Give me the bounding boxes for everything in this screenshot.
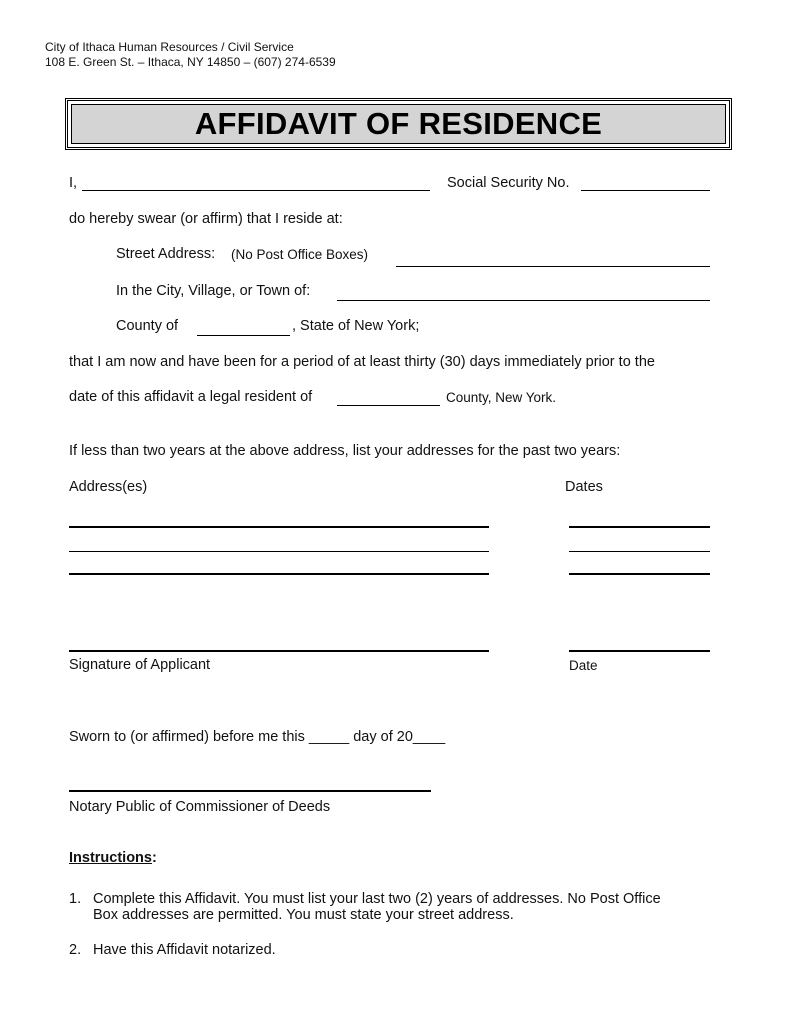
notary-label: Notary Public of Commissioner of Deeds bbox=[69, 799, 331, 815]
ssn-label: Social Security No. bbox=[447, 175, 570, 191]
address-field-1[interactable] bbox=[69, 526, 489, 528]
city-label: In the City, Village, or Town of: bbox=[116, 283, 311, 299]
address-field-3[interactable] bbox=[69, 573, 489, 575]
county-field[interactable] bbox=[197, 335, 290, 336]
county-label: County of bbox=[116, 318, 179, 334]
city-field[interactable] bbox=[337, 300, 710, 301]
street-note: (No Post Office Boxes) bbox=[231, 247, 369, 262]
title-panel bbox=[71, 104, 726, 144]
signature-field[interactable] bbox=[69, 650, 489, 652]
instruction-2-number: 2. bbox=[69, 942, 82, 958]
sworn-text: Sworn to (or affirmed) before me this _____ day of 20____ bbox=[69, 729, 446, 745]
date-field-2[interactable] bbox=[569, 551, 710, 552]
i-label: I, bbox=[69, 175, 78, 191]
instructions-heading-text: Instructions bbox=[69, 850, 152, 866]
date-label: Date bbox=[569, 658, 598, 673]
state-text: , State of New York; bbox=[292, 318, 420, 334]
instructions-colon: : bbox=[151, 850, 157, 866]
signature-label: Signature of Applicant bbox=[69, 657, 211, 673]
notary-signature-field[interactable] bbox=[69, 790, 431, 792]
org-name: City of Ithaca Human Resources / Civil Service bbox=[45, 40, 294, 54]
period-text: that I am now and have been for a period of at least thirty (30) days immediately prior to the bbox=[69, 354, 655, 370]
less-than-text: If less than two years at the above address, list your addresses for the past two years: bbox=[69, 443, 621, 459]
instruction-1-number: 1. bbox=[69, 891, 82, 907]
instructions-heading bbox=[69, 850, 157, 866]
org-address: 108 E. Green St. – Ithaca, NY 14850 – (607) 274-6539 bbox=[45, 55, 336, 69]
addresses-label: Address(es) bbox=[69, 479, 148, 495]
dates-label: Dates bbox=[565, 479, 603, 495]
page-title: AFFIDAVIT OF RESIDENCE bbox=[194, 106, 603, 141]
instruction-1-line-2: Box addresses are permitted. You must state your street address. bbox=[93, 907, 514, 923]
date-field-3[interactable] bbox=[569, 573, 710, 575]
date-field-1[interactable] bbox=[569, 526, 710, 528]
street-field[interactable] bbox=[396, 266, 710, 267]
street-label: Street Address: bbox=[116, 246, 216, 262]
title-box bbox=[65, 98, 732, 150]
address-field-2[interactable] bbox=[69, 551, 489, 552]
date-affidavit-text: date of this affidavit a legal resident of bbox=[69, 389, 313, 405]
name-field[interactable] bbox=[82, 190, 430, 191]
instruction-1-line-1: Complete this Affidavit. You must list your last two (2) years of addresses. No Post Office bbox=[93, 891, 661, 907]
resident-county-field[interactable] bbox=[337, 405, 440, 406]
county-ny-text: County, New York. bbox=[446, 390, 557, 405]
swear-text: do hereby swear (or affirm) that I reside at: bbox=[69, 211, 343, 227]
signature-date-field[interactable] bbox=[569, 650, 710, 652]
ssn-field[interactable] bbox=[581, 190, 710, 191]
instruction-2-line-1: Have this Affidavit notarized. bbox=[93, 942, 276, 958]
